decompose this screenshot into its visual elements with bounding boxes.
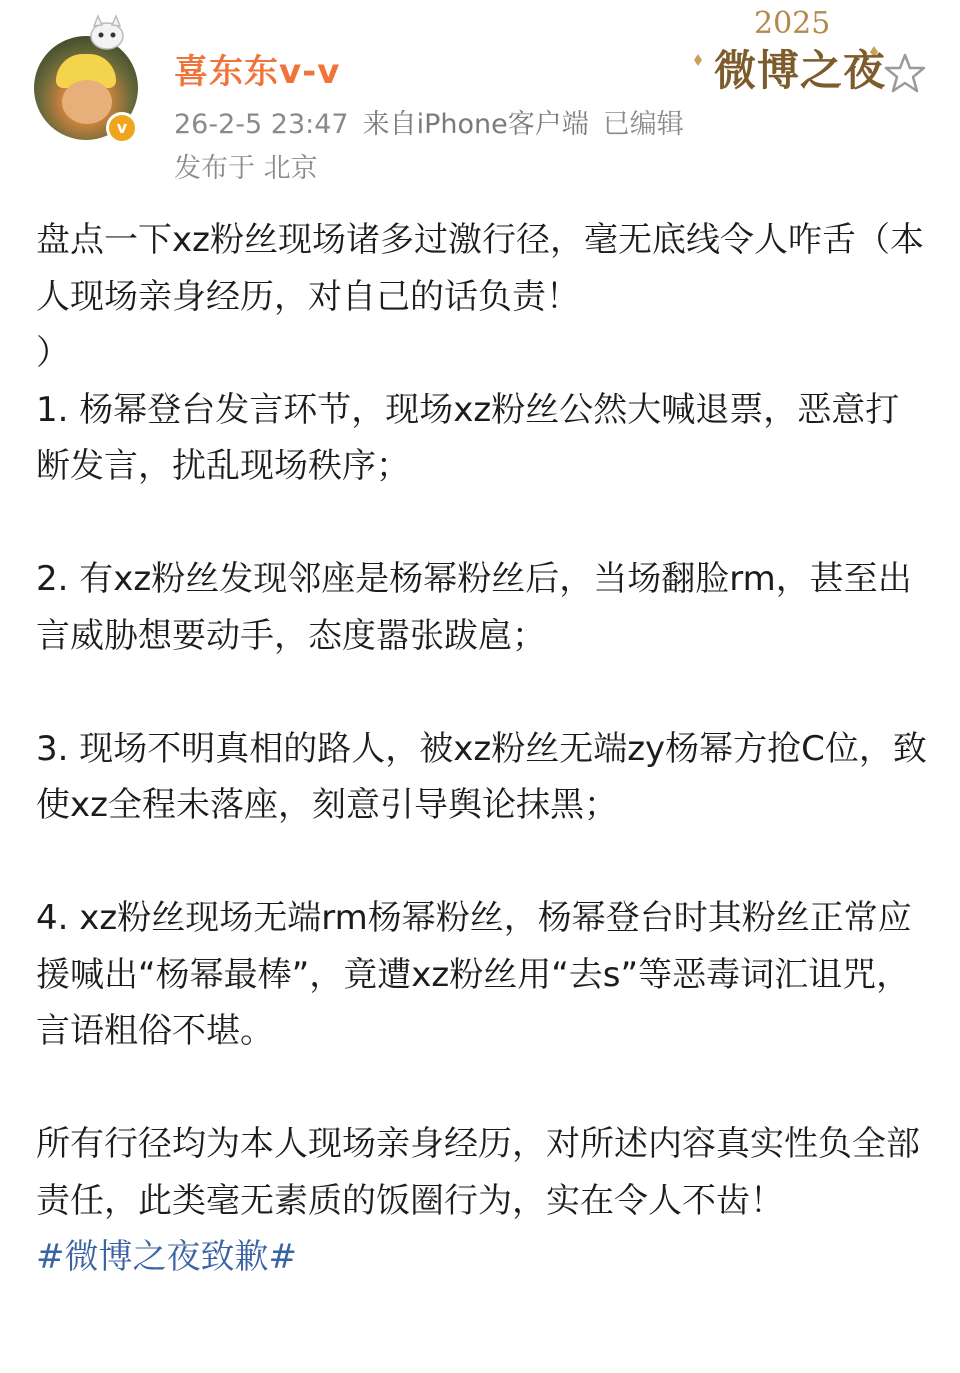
event-year: 2025 — [754, 6, 831, 41]
post-intro: 盘点一下xz粉丝现场诸多过激行径，毫无底线令人咋舌（本人现场亲身经历，对自己的话负责！ ） — [36, 220, 924, 373]
favorite-star-icon[interactable] — [884, 52, 926, 94]
avatar-pendant-icon — [82, 14, 132, 52]
post-body — [36, 212, 932, 1286]
post-time: 26-2-5 23:47 — [174, 109, 349, 140]
post-client: 来自iPhone客户端 — [362, 109, 589, 140]
author-name[interactable]: 喜东东v-v — [174, 52, 341, 92]
avatar-face — [62, 80, 112, 124]
post-item-1: 1. 杨幂登台发言环节，现场xz粉丝公然大喊退票，恶意打断发言，扰乱现场秩序； — [36, 389, 900, 486]
post-meta — [174, 102, 684, 141]
hashtag-link[interactable]: #微博之夜致歉# — [36, 1237, 297, 1277]
post-item-4: 4. xz粉丝现场无端rm杨幂粉丝，杨幂登台时其粉丝正常应援喊出“杨幂最棒”，竟遭xz粉丝用“去s”等恶毒词汇诅咒，言语粗俗不堪。 — [36, 898, 912, 1051]
post-item-2: 2. 有xz粉丝发现邻座是杨幂粉丝后，当场翻脸rm，甚至出言威胁想要动手，态度嚣张跋扈； — [36, 559, 912, 656]
verified-badge-icon: v — [106, 112, 138, 144]
post-item-3: 3. 现场不明真相的路人，被xz粉丝无端zy杨幂方抢C位，致使xz全程未落座，刻意引导舆论抹黑； — [36, 728, 927, 825]
event-title[interactable]: 微博之夜 — [714, 46, 887, 95]
post-header — [0, 0, 960, 200]
post-location: 发布于 北京 — [174, 153, 318, 184]
edited-label[interactable]: 已编辑 — [602, 109, 684, 140]
post-conclusion: 所有行径均为本人现场亲身经历，对所述内容真实性负全部责任，此类毫无素质的饭圈行为，实在令人不齿！ — [36, 1124, 920, 1221]
